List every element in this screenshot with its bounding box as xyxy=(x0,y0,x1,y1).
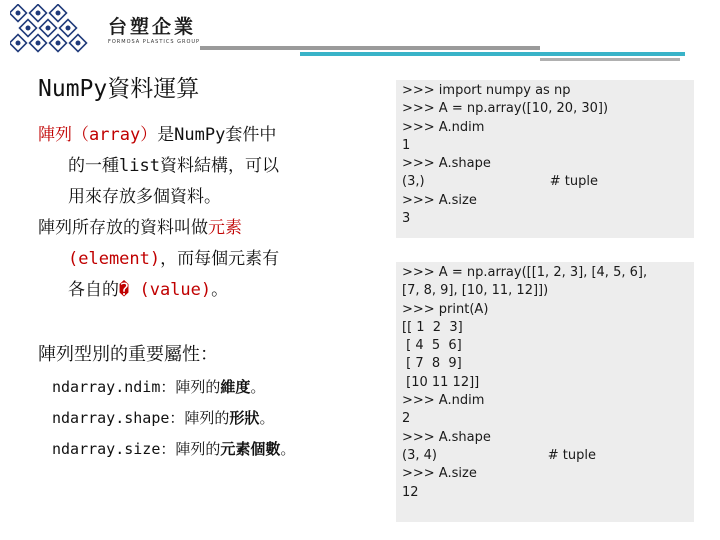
code-comment: # tuple xyxy=(547,447,596,463)
header-band-teal xyxy=(300,52,685,56)
code-line: >>> A.shape xyxy=(402,429,491,445)
brand-name: 台塑企業 xyxy=(108,16,197,38)
attribute-size xyxy=(52,434,295,465)
intro-line-2: 的一種list資料結構，可以 xyxy=(68,156,279,176)
element-line-2-rest: ，而每個元素有 xyxy=(160,249,280,269)
intro-line-3: 用來存放多個資料。 xyxy=(68,187,221,207)
element-line-3-text: 各自的 xyxy=(68,280,119,300)
attribute-sep: ：陣列的 xyxy=(169,409,230,427)
attribute-key: 元素個數 xyxy=(220,440,281,458)
element-en-term: (element) xyxy=(68,249,161,269)
code-line: 2 xyxy=(402,411,411,427)
attribute-sep: ：陣列的 xyxy=(160,378,221,396)
attribute-sep: ：陣列的 xyxy=(160,440,221,458)
attribute-name: ndarray.size xyxy=(52,440,161,458)
code-line: >>> import numpy as np xyxy=(402,83,571,98)
code-line: >>> print(A) xyxy=(402,301,489,317)
element-line-2 xyxy=(38,244,368,275)
header-band-gray xyxy=(200,46,540,50)
attributes-heading: 陣列型別的重要屬性： xyxy=(38,344,218,365)
element-line-1 xyxy=(38,213,368,244)
element-line-3 xyxy=(38,275,368,306)
code-line: >>> A.shape xyxy=(402,156,491,172)
code-line: >>> A = np.array([10, 20, 30]) xyxy=(402,101,609,117)
intro-line-1 xyxy=(38,120,368,151)
code-block-1d xyxy=(396,80,694,238)
element-line-3-end: 。 xyxy=(211,280,229,300)
code-line: [ 4 5 6] xyxy=(402,338,462,354)
code-line: [10 11 12]] xyxy=(402,374,480,390)
code-line-with-comment xyxy=(402,447,688,465)
code-text: (3, 4) xyxy=(402,447,437,463)
attribute-key: 維度 xyxy=(220,378,251,396)
intro-line-1-rest: 是NumPy套件中 xyxy=(157,125,277,145)
company-logo xyxy=(10,4,100,54)
code-block-2d xyxy=(396,262,694,522)
attribute-key: 形狀 xyxy=(229,409,260,427)
code-line: >>> A.size xyxy=(402,192,477,208)
attribute-name: ndarray.ndim xyxy=(52,378,161,396)
code-line: [7, 8, 9], [10, 11, 12]]) xyxy=(402,283,549,299)
code-comment: # tuple xyxy=(549,174,598,190)
attribute-end: 。 xyxy=(280,440,296,458)
brand-block xyxy=(108,16,200,45)
brand-subtitle: FORMOSA PLASTICS GROUP xyxy=(108,39,201,45)
attribute-ndim xyxy=(52,372,295,403)
attribute-end: 。 xyxy=(259,409,275,427)
value-term: � (value) xyxy=(119,280,212,300)
attribute-end: 。 xyxy=(250,378,266,396)
page-title: NumPy資料運算 xyxy=(38,76,200,102)
element-line-1-text: 陣列所存放的資料叫做 xyxy=(38,218,208,238)
attributes-list xyxy=(52,372,295,465)
attribute-name: ndarray.shape xyxy=(52,409,170,427)
code-line: 3 xyxy=(402,211,411,227)
code-text: (3,) xyxy=(402,174,425,190)
code-line: 12 xyxy=(402,484,419,500)
array-term: 陣列（array） xyxy=(38,125,158,145)
element-term: 元素 xyxy=(208,218,242,238)
code-line: >>> A.ndim xyxy=(402,393,485,409)
attribute-shape xyxy=(52,403,295,434)
code-line: >>> A.size xyxy=(402,466,477,482)
intro-text xyxy=(38,120,368,306)
code-line: >>> A = np.array([[1, 2, 3], [4, 5, 6], xyxy=(402,265,648,280)
code-line: [[ 1 2 3] xyxy=(402,319,463,335)
code-line: 1 xyxy=(402,137,411,153)
code-line-with-comment xyxy=(402,173,688,191)
header-band-gray-2 xyxy=(540,58,680,61)
code-line: [ 7 8 9] xyxy=(402,356,462,372)
code-line: >>> A.ndim xyxy=(402,119,485,135)
